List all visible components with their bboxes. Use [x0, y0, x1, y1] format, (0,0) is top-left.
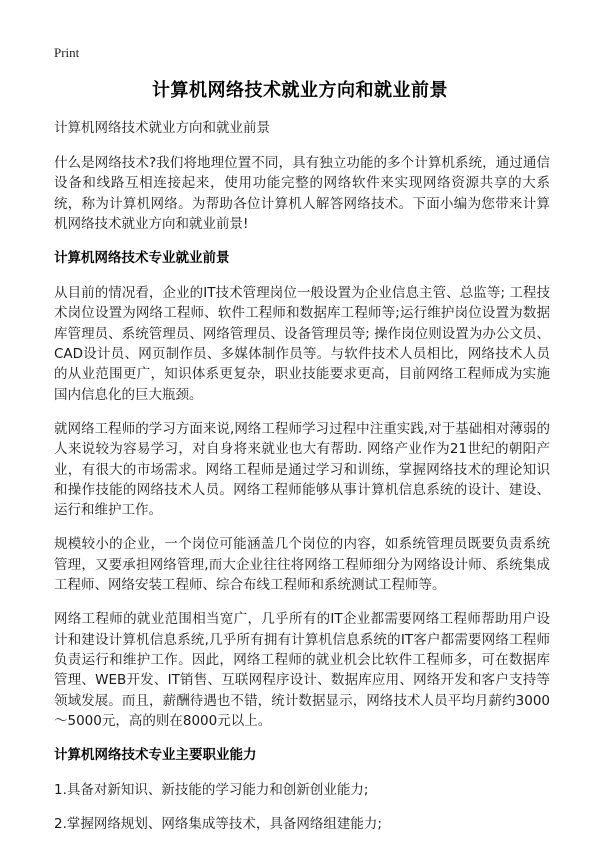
- print-label: Print: [54, 45, 80, 60]
- section-heading: 计算机网络技术专业就业前景: [54, 250, 230, 267]
- section-heading: 计算机网络技术专业主要职业能力: [54, 747, 257, 764]
- intro-paragraph: 什么是网络技术?我们将地理位置不同，具有独立功能的多个计算机系统，通过通信设备和线路互相连接起来，使用功能完整的网络软件来实现网络资源共享的大系统，称为计算机网络。为帮助各位计算机人解答网络技术。下面小编为您带来计算机网络技术就业方向和就业前景!: [54, 155, 550, 232]
- paragraph: 规模较小的企业，一个岗位可能涵盖几个岗位的内容，如系统管理员既要负责系统管理，又要承担网络管理,而大企业往往将网络工程师细分为网络设计师、系统集成工程师、网络安装工程师、综合布线工程师和系统测试工程师等。: [54, 536, 550, 594]
- paragraph: 就网络工程师的学习方面来说,网络工程师学习过程中注重实践,对于基础相对薄弱的人来说较为容易学习，对自身将来就业也大有帮助. 网络产业作为21世纪的朝阳产业，有很大的市场需求。网络工程师是通过学习和训练，掌握网络技术的理论知识和操作技能的网络技术人员。网络工程师能够从事计算机信息系统的设计、建设、运行和维护工作。: [54, 420, 550, 519]
- paragraph: 从目前的情况看，企业的IT技术管理岗位一般设置为企业信息主管、总监等; 工程技术岗位设置为网络工程师、软件工程师和数据库工程师等;运行维护岗位设置为数据库管理员、系统管理员、网络管理员、设备管理员等; 操作岗位则设置为办公文员、CAD设计员、网页制作员、多媒体制作员等。与软件技术人员相比，网络技术人员的从业范围更广，知识体系更复杂，职业技能要求更高，目前网络工程师成为实施国内信息化的巨大瓶颈。: [54, 285, 550, 403]
- ability-item: 2.掌握网络规划、网络集成等技术，具备网络组建能力;: [54, 816, 382, 833]
- paragraph: 网络工程师的就业范围相当宽广，几乎所有的IT企业都需要网络工程师帮助用户设计和建设计算机信息系统,几乎所有拥有计算机信息系统的IT客户都需要网络工程师负责运行和维护工作。因此，网络工程师的就业机会比软件工程师多，可在数据库管理、WEB开发、IT销售、互联网程序设计、数据库应用、网络开发和客户支持等领域发展。而且，薪酬待遇也不错，统计数据显示，网络技术人员平均月薪约3000～5000元，高的则在8000元以上。: [54, 611, 550, 729]
- section-employment-prospects: [54, 248, 550, 731]
- ability-item: 1.具备对新知识、新技能的学习能力和创新创业能力;: [54, 782, 369, 799]
- document-subtitle: 计算机网络技术就业方向和就业前景: [54, 120, 270, 136]
- section-core-abilities: [54, 745, 550, 834]
- document-body: [54, 118, 550, 848]
- document-title: 计算机网络技术就业方向和就业前景: [152, 80, 448, 101]
